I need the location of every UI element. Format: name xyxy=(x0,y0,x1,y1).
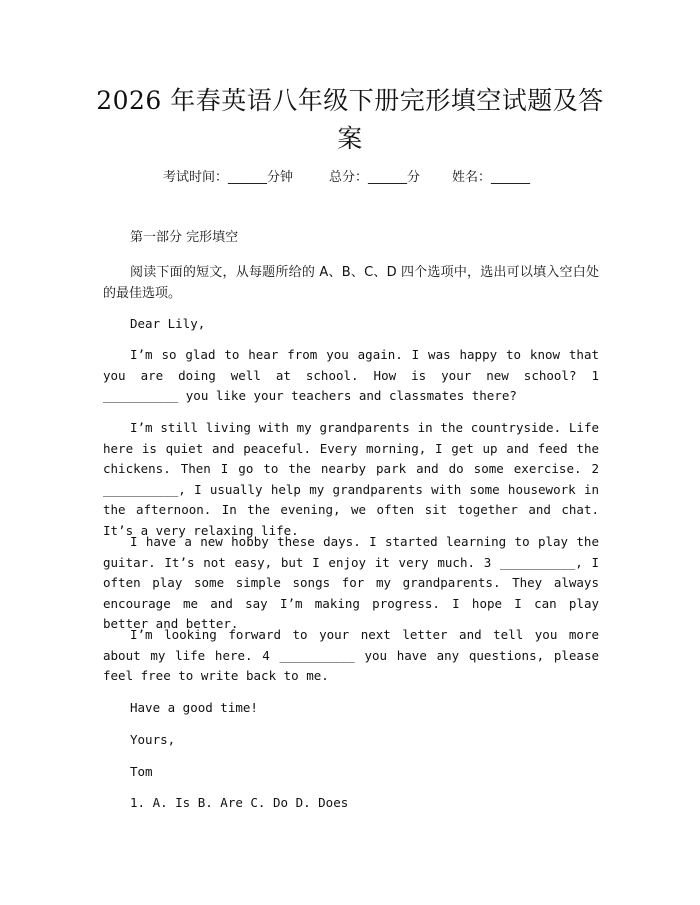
letter-signature-block xyxy=(103,762,599,783)
letter-paragraph: I’m looking forward to your next letter and tell you more about my life here. 4 __________ you have any questions, please feel free to write back to me. xyxy=(103,627,599,683)
exam-time-field: 考试时间：______分钟 xyxy=(163,170,294,185)
section-heading: 第一部分 完形填空 xyxy=(130,230,239,245)
letter-greeting-block xyxy=(103,314,599,335)
letter-paragraph: I’m still living with my grandparents in the countryside. Life here is quiet and peaceful. Every morning, I get up and feed the chickens. Then I go to the nearby park and do some exercise. 2 __________, I usually help my grandparents with some housework in the afternoon. In the evening, we often sit together and chat. It’s a very relaxing life. xyxy=(103,420,599,538)
total-score-field: 总分：______分 xyxy=(329,170,421,185)
instructions: 阅读下面的短文，从每题所给的 A、B、C、D 四个选项中，选出可以填入空白处的最佳选项。 xyxy=(103,265,599,301)
student-name-field: 姓名：______ xyxy=(452,170,531,185)
instructions-block xyxy=(103,262,599,304)
question-options: 1. A. Is B. Are C. Do D. Does xyxy=(130,795,349,810)
document-title: 2026 年春英语八年级下册完形填空试题及答案 xyxy=(96,86,604,153)
section-heading-block xyxy=(103,228,599,249)
letter-paragraph-4-block xyxy=(103,625,599,687)
letter-paragraph-2-block xyxy=(103,418,599,541)
letter-paragraph-3-block xyxy=(103,532,599,635)
letter-greeting: Dear Lily, xyxy=(130,316,206,331)
letter-closing-block xyxy=(103,698,599,719)
letter-paragraph-1-block xyxy=(103,345,599,407)
letter-signoff: Yours, xyxy=(130,732,176,747)
letter-signature: Tom xyxy=(130,764,153,779)
letter-paragraph: I have a new hobby these days. I started learning to play the guitar. It’s not easy, but I enjoy it very much. 3 __________, I often play some simple songs for my grandparents. They always encourage me and say I’m making progress. I hope I can play better and better. xyxy=(103,534,599,631)
letter-paragraph: I’m so glad to hear from you again. I was happy to know that you are doing well at school. How is your new school? 1 __________ you like your teachers and classmates there? xyxy=(103,347,599,403)
letter-signoff-block xyxy=(103,730,599,751)
letter-closing: Have a good time! xyxy=(130,700,258,715)
question-1-block xyxy=(103,793,599,814)
